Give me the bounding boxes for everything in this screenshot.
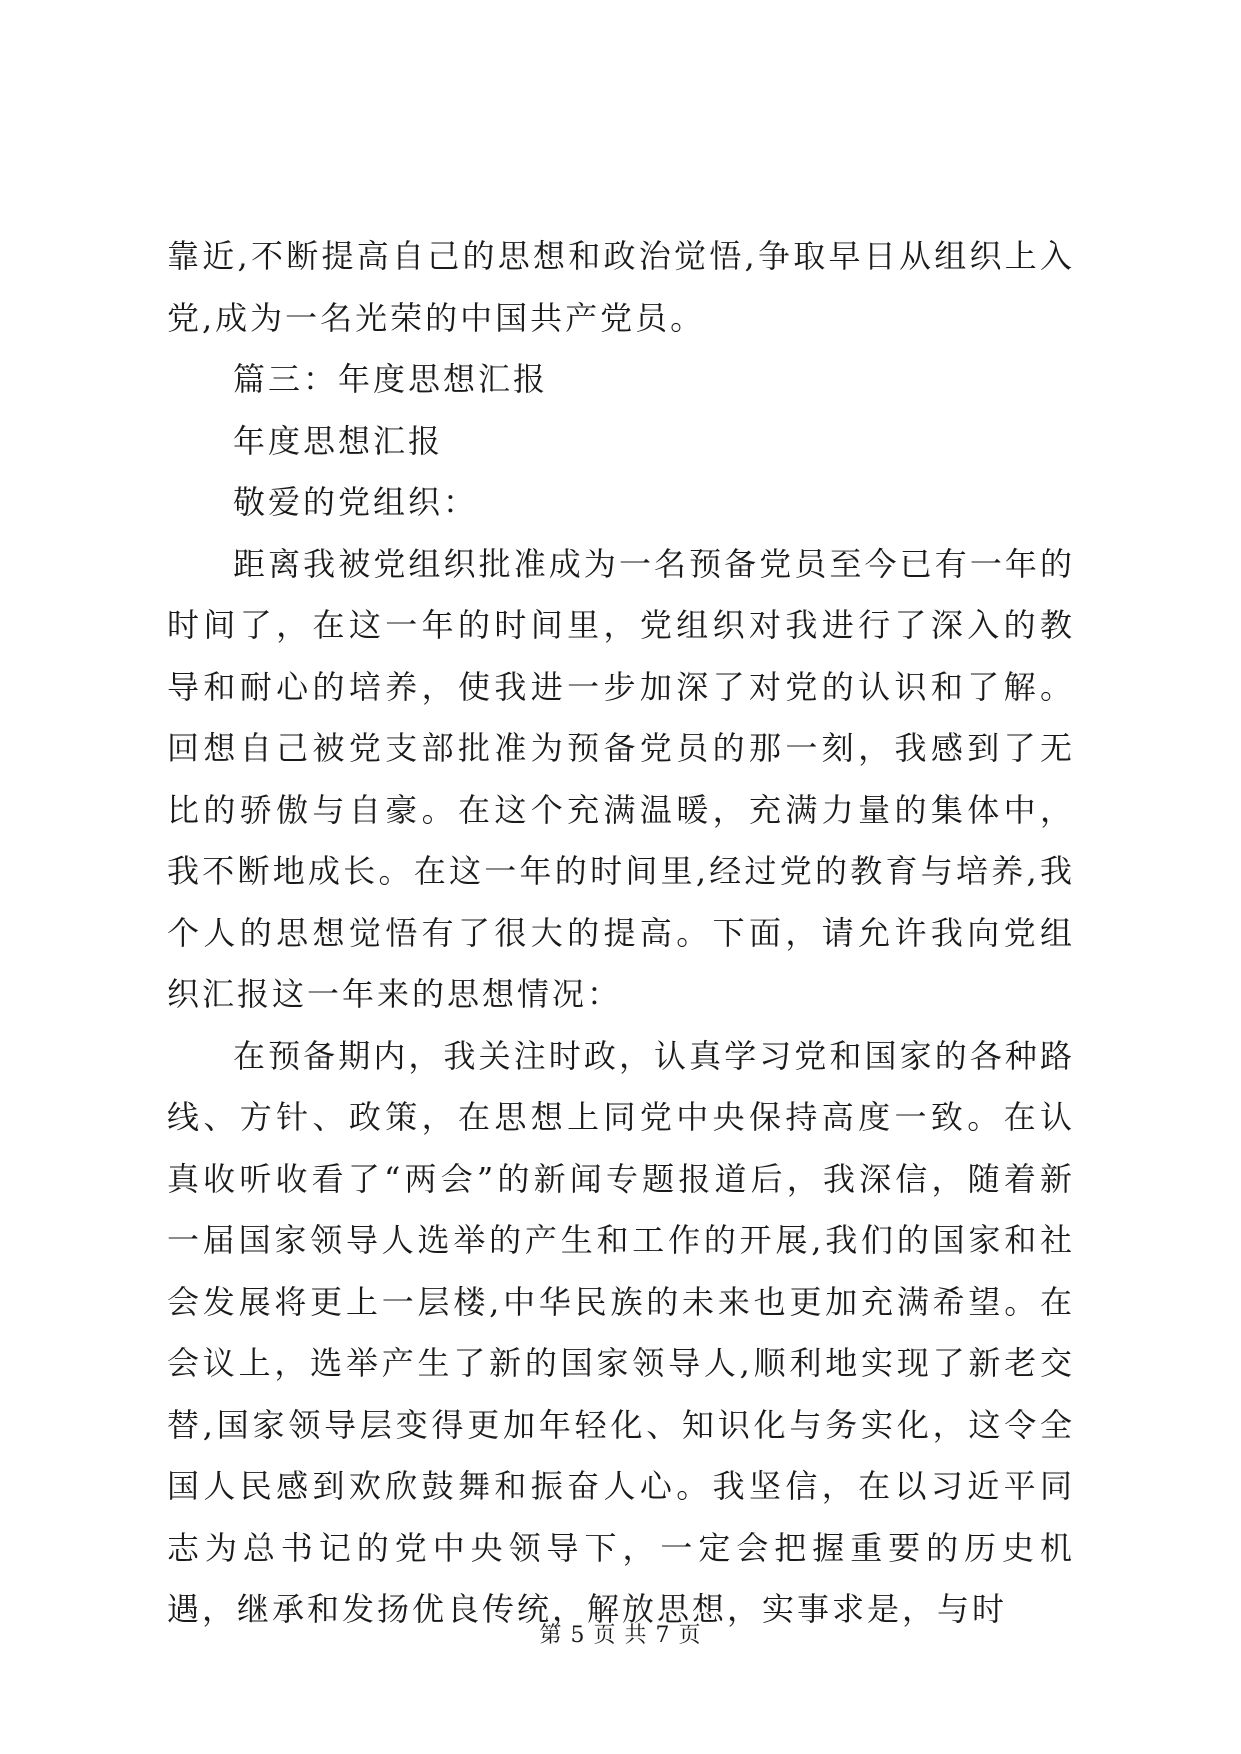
body-paragraph: 距离我被党组织批准成为一名预备党员至今已有一年的时间了，在这一年的时间里，党组织对我进行了深入的教导和耐心的培养，使我进一步加深了对党的认识和了解。回想自己被党支部批准为预备党员的那一刻，我感到了无比的骄傲与自豪。在这个充满温暖，充满力量的集体中，我不断地成长。在这一年的时间里,经过党的教育与培养,我个人的思想觉悟有了很大的提高。下面，请允许我向党组织汇报这一年来的思想情况： (167, 544, 1075, 1013)
report-title: 年度思想汇报 (233, 421, 444, 460)
salutation: 敬爱的党组织： (233, 483, 479, 521)
page-number-footer: 第 5 页 共 7 页 (539, 1623, 702, 1648)
body-paragraph: 在预备期内，我关注时政，认真学习党和国家的各种路线、方针、政策，在思想上同党中央保持高度一致。在认真收听收看了“两会”的新闻专题报道后，我深信，随着新一届国家领导人选举的产生和工作的开展,我们的国家和社会发展将更上一层楼,中华民族的未来也更加充满希望。在会议上，选举产生了新的国家领导人,顺利地实现了新老交替,国家领导层变得更加年轻化、知识化与务实化，这令全国人民感到欢欣鼓舞和振奋人心。我坚信，在以习近平同志为总书记的党中央领导下，一定会把握重要的历史机遇，继承和发扬优良传统，解放思想，实事求是，与时 (167, 1036, 1075, 1628)
document-body (167, 226, 1075, 1641)
body-paragraph: 靠近,不断提高自己的思想和政治觉悟,争取早日从组织上入党,成为一名光荣的中国共产党员。 (167, 237, 1075, 337)
section-heading: 篇三：年度思想汇报 (233, 360, 549, 398)
